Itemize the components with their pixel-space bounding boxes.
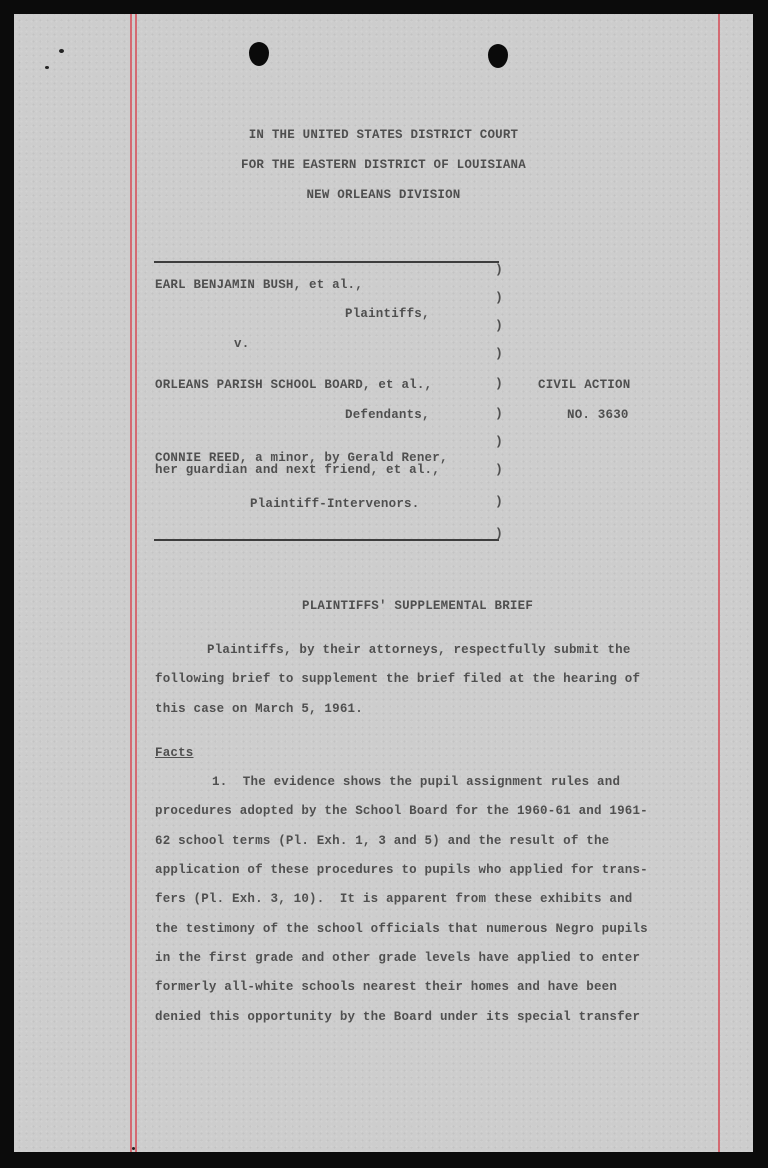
- left-margin-line: [130, 14, 132, 1152]
- paper-speck: [45, 66, 49, 69]
- court-header-line-2: FOR THE EASTERN DISTRICT OF LOUISIANA: [241, 158, 526, 172]
- caption-paren: ): [495, 526, 503, 541]
- court-header-line-3: NEW ORLEANS DIVISION: [306, 188, 461, 202]
- caption-paren: ): [495, 346, 503, 361]
- facts-heading: Facts: [155, 746, 194, 760]
- punch-hole-left: [249, 42, 269, 66]
- caption-paren: ): [495, 262, 503, 277]
- caption-bottom-rule: [154, 539, 499, 541]
- defendant-name: ORLEANS PARISH SCHOOL BOARD, et al.,: [155, 378, 433, 392]
- defendant-role: Defendants,: [345, 408, 430, 422]
- court-header-line-1: IN THE UNITED STATES DISTRICT COURT: [248, 128, 519, 142]
- intro-line-2: following brief to supplement the brief filed at the hearing of: [155, 672, 641, 686]
- facts-line-8: formerly all-white schools nearest their homes and have been: [155, 980, 618, 994]
- facts-line-9: denied this opportunity by the Board under its special transfer: [155, 1010, 641, 1024]
- intro-line-1: Plaintiffs, by their attorneys, respectfully submit the: [207, 643, 631, 657]
- caption-paren: ): [495, 318, 503, 333]
- facts-line-7: in the first grade and other grade levels have applied to enter: [155, 951, 641, 965]
- intervenor-line-1: CONNIE REED, a minor, by Gerald Rener,: [155, 451, 448, 465]
- intervenor-line-2: her guardian and next friend, et al.,: [155, 463, 440, 477]
- intro-line-3: this case on March 5, 1961.: [155, 702, 363, 716]
- document-page: [14, 14, 753, 1152]
- facts-line-6: the testimony of the school officials that numerous Negro pupils: [155, 922, 648, 936]
- versus: v.: [234, 337, 250, 351]
- facts-line-4: application of these procedures to pupils who applied for trans-: [155, 863, 648, 877]
- intervenor-role: Plaintiff-Intervenors.: [250, 497, 420, 511]
- facts-line-5: fers (Pl. Exh. 3, 10). It is apparent from these exhibits and: [155, 892, 633, 906]
- facts-line-1: 1. The evidence shows the pupil assignment rules and: [212, 775, 621, 789]
- case-type: CIVIL ACTION: [538, 378, 631, 392]
- punch-hole-right: [488, 44, 508, 68]
- caption-paren: ): [495, 406, 503, 421]
- right-margin-line: [718, 14, 720, 1152]
- caption-paren: ): [495, 494, 503, 509]
- plaintiff-role: Plaintiffs,: [345, 307, 430, 321]
- paper-speck: [59, 49, 64, 53]
- facts-line-2: procedures adopted by the School Board for the 1960-61 and 1961-: [155, 804, 648, 818]
- paper-speck: [132, 1147, 135, 1150]
- caption-paren: ): [495, 290, 503, 305]
- caption-paren: ): [495, 376, 503, 391]
- left-margin-line-inner: [135, 14, 137, 1152]
- plaintiff-name: EARL BENJAMIN BUSH, et al.,: [155, 278, 363, 292]
- caption-paren: ): [495, 462, 503, 477]
- caption-paren: ): [495, 434, 503, 449]
- caption-top-rule: [154, 261, 499, 263]
- case-number: NO. 3630: [567, 408, 629, 422]
- brief-title: PLAINTIFFS' SUPPLEMENTAL BRIEF: [302, 599, 534, 613]
- facts-line-3: 62 school terms (Pl. Exh. 1, 3 and 5) and the result of the: [155, 834, 610, 848]
